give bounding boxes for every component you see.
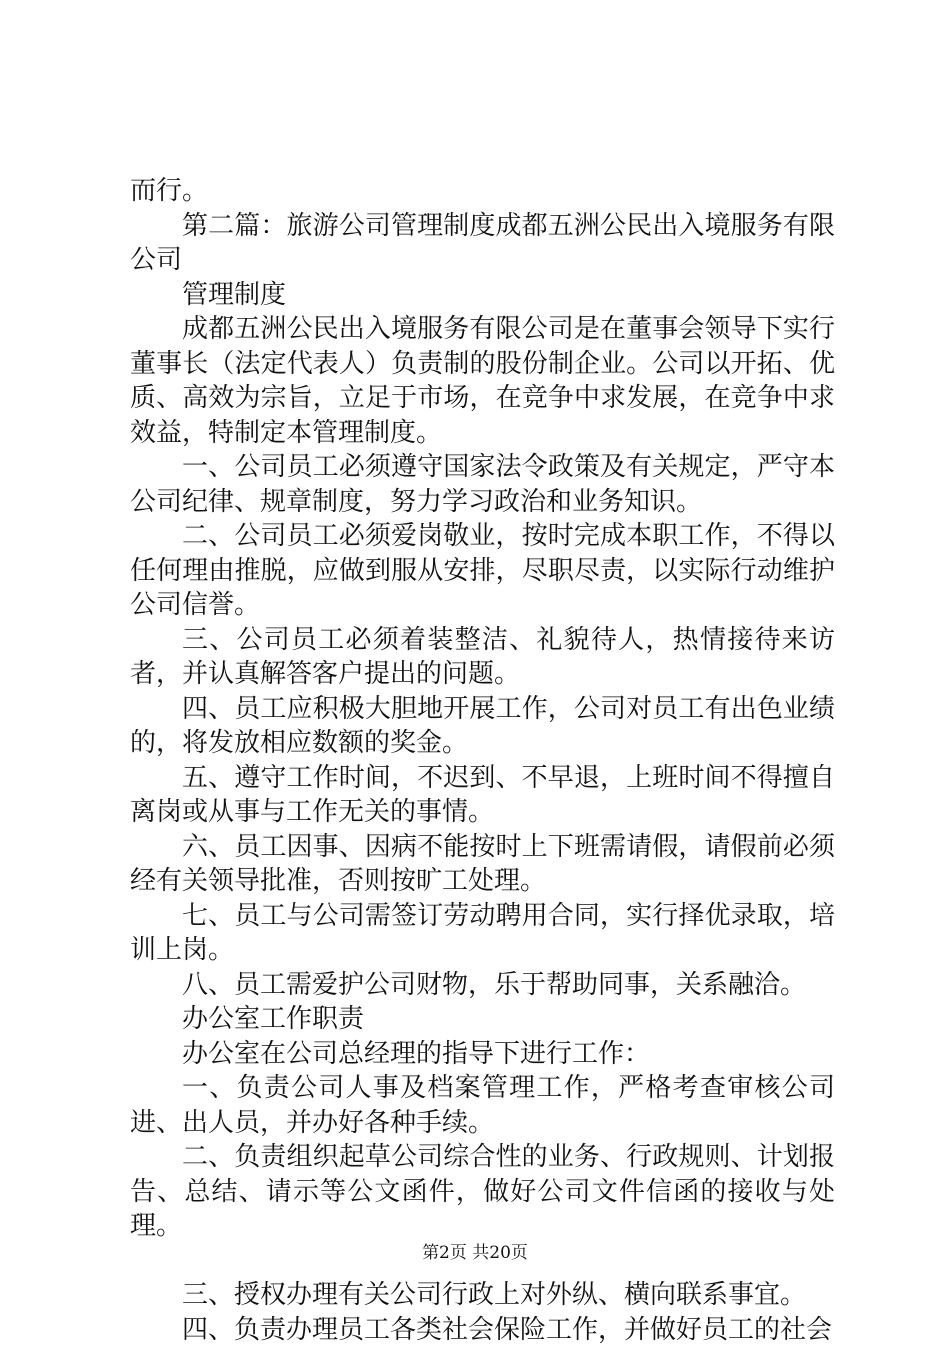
paragraph: 八、员工需爱护公司财物，乐于帮助同事，关系融洽。 (130, 968, 835, 1003)
paragraph: 四、员工应积极大胆地开展工作，公司对员工有出色业绩的，将发放相应数额的奖金。 (130, 692, 835, 761)
document-body (130, 174, 835, 1347)
paragraph: 七、员工与公司需签订劳动聘用合同，实行择优录取，培训上岗。 (130, 899, 835, 968)
paragraph: 成都五洲公民出入境服务有限公司是在董事会领导下实行董事长（法定代表人）负责制的股份制企业。公司以开拓、优质、高效为宗旨，立足于市场，在竞争中求发展，在竞争中求效益，特制定本管理制度。 (130, 312, 835, 450)
paragraph: 一、公司员工必须遵守国家法令政策及有关规定，严守本公司纪律、规章制度，努力学习政治和业务知识。 (130, 450, 835, 519)
paragraph: 而行。 (130, 174, 835, 209)
paragraph: 四、负责办理员工各类社会保险工作，并做好员工的社会 (130, 1313, 835, 1347)
paragraph: 第二篇：旅游公司管理制度成都五洲公民出入境服务有限公司 (130, 209, 835, 278)
page-footer (0, 1242, 950, 1264)
paragraph: 三、授权办理有关公司行政上对外纵、横向联系事宜。 (130, 1278, 835, 1313)
paragraph: 六、员工因事、因病不能按时上下班需请假，请假前必须经有关领导批准，否则按旷工处理。 (130, 830, 835, 899)
page-number: 第2页 共20页 (422, 1243, 528, 1263)
section-heading: 办公室工作职责 (130, 1002, 835, 1037)
paragraph: 二、负责组织起草公司综合性的业务、行政规则、计划报告、总结、请示等公文函件，做好公司文件信函的接收与处理。 (130, 1140, 835, 1244)
paragraph: 一、负责公司人事及档案管理工作，严格考查审核公司进、出人员，并办好各种手续。 (130, 1071, 835, 1140)
paragraph: 五、遵守工作时间，不迟到、不早退，上班时间不得擅自离岗或从事与工作无关的事情。 (130, 761, 835, 830)
paragraph: 办公室在公司总经理的指导下进行工作： (130, 1037, 835, 1072)
paragraph: 三、公司员工必须着装整洁、礼貌待人，热情接待来访者，并认真解答客户提出的问题。 (130, 623, 835, 692)
paragraph: 二、公司员工必须爱岗敬业，按时完成本职工作，不得以任何理由推脱，应做到服从安排，尽职尽责，以实际行动维护公司信誉。 (130, 519, 835, 623)
paragraph: 管理制度 (130, 278, 835, 313)
